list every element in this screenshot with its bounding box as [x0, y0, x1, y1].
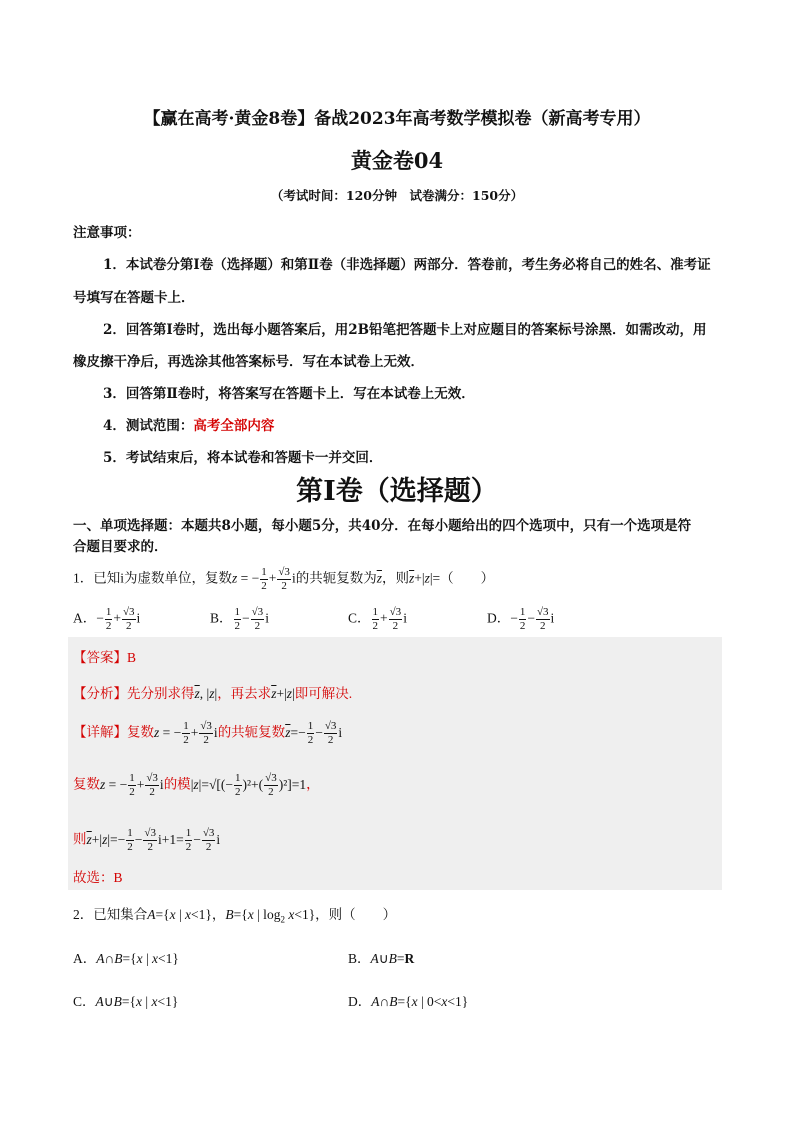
- question-1-choice: 故选：B: [73, 870, 123, 885]
- question-2-option-b[interactable]: B．A∪B=R: [348, 951, 415, 966]
- question-1-detail: 【详解】复数z = − $\frac{1}{2}$ + $\frac{√3}{2}$ i的共轭复数$\overline{z}=-$ $\frac{1}{2}$ − $\frac{√3}{2}$ i: [73, 720, 343, 746]
- exam-series-title: 【赢在高考·黄金8卷】备战2023年高考数学模拟卷（新高考专用）: [143, 109, 651, 129]
- paper-title: 黄金卷04: [350, 148, 444, 173]
- notice-item-4-label: 4．测试范围：: [103, 418, 194, 434]
- question-1-option-a[interactable]: A．− $\frac{1}{2}$ + $\frac{√3}{2}$ i: [73, 606, 141, 632]
- question-1-answer: 【答案】B: [73, 650, 137, 665]
- question-1-option-c[interactable]: C． $\frac{1}{2}$ + $\frac{√3}{2}$ i: [348, 606, 407, 632]
- exam-info: （考试时间：120分钟 试卷满分：150分）: [270, 188, 524, 203]
- section-title: 第Ⅰ卷（选择题）: [296, 476, 498, 507]
- test-scope: 高考全部内容: [193, 418, 275, 434]
- notice-item-2-line-1: 2．回答第Ⅰ卷时，选出每小题答案后，用2B铅笔把答题卡上对应题目的答案标号涂黑．如需改动，用: [103, 322, 707, 338]
- question-1-result: 则$\overline{z}+|z|=-$ $\frac{1}{2}$ − $\frac{√3}{2}$ i+1= $\frac{1}{2}$ − $\frac{√3}{2}$ i: [73, 827, 221, 853]
- question-1-option-d[interactable]: D．− $\frac{1}{2}$ − $\frac{√3}{2}$ i: [487, 606, 555, 632]
- notice-item-2-line-2: 橡皮擦干净后，再选涂其他答案标号．写在本试卷上无效．: [73, 354, 424, 370]
- section-instructions-line-1: 一、单项选择题：本题共8小题，每小题5分，共40分．在每小题给出的四个选项中，只有一个选项是符: [73, 518, 692, 534]
- question-2: 2．已知集合A={x | x<1}，B={x | $\log_2 x<1$}，则（ ）: [73, 907, 397, 925]
- question-1-option-b[interactable]: B． $\frac{1}{2}$ − $\frac{√3}{2}$ i: [210, 606, 269, 632]
- question-1-modulus: 复数z = − $\frac{1}{2}$ + $\frac{√3}{2}$ i的模|z|=√[(− $\frac{1}{2}$ )²+( $\frac{√3}{2}$ )²]=1，: [73, 772, 320, 798]
- section-instructions-line-2: 合题目要求的．: [73, 539, 168, 555]
- notice-item-3: 3．回答第Ⅱ卷时，将答案写在答题卡上．写在本试卷上无效．: [103, 386, 475, 402]
- question-2-option-c[interactable]: C．A∪B={x | x<1}: [73, 994, 179, 1009]
- notice-item-1-line-1: 1．本试卷分第Ⅰ卷（选择题）和第Ⅱ卷（非选择题）两部分．答卷前，考生务必将自己的姓名、准考证: [103, 257, 711, 273]
- question-1-analysis: 【分析】先分别求得$\overline{z}$, |z|，再去求$\overline{z}+|z|$即可解决.: [73, 686, 353, 701]
- question-2-option-a[interactable]: A．A∩B={x | x<1}: [73, 951, 179, 966]
- notice-heading: 注意事项：: [73, 225, 141, 241]
- notice-item-5: 5．考试结束后，将本试卷和答题卡一并交回．: [103, 450, 383, 466]
- notice-item-1-line-2: 号填写在答题卡上．: [73, 290, 195, 306]
- notice-item-4: [103, 414, 274, 434]
- question-1: 1．已知i为虚数单位，复数z = − $\frac{1}{2}$ + $\frac{√3}{2}$ i的共轭复数为$\overline{z}$，则$\overline{z}+|z|=$（ ）: [73, 566, 495, 592]
- question-2-option-d[interactable]: D．A∩B={x | 0<x<1}: [348, 994, 469, 1009]
